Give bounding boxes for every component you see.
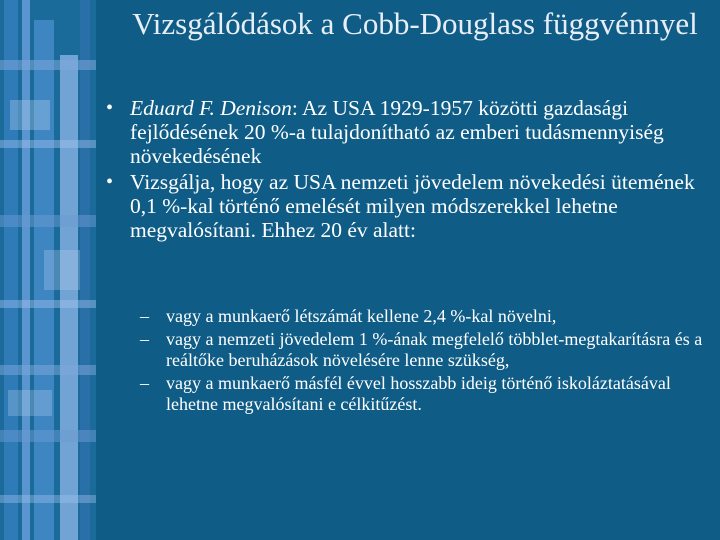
sub-bullet-text: vagy a munkaerő létszámát kellene 2,4 %-kal növelni, bbox=[166, 306, 557, 326]
bullet-marker: • bbox=[106, 171, 114, 193]
bullet-denison bbox=[104, 96, 716, 168]
author-name: Eduard F. Denison bbox=[130, 96, 292, 120]
dash-marker: – bbox=[140, 373, 149, 393]
sub-bullet-labor bbox=[140, 306, 710, 327]
dash-marker: – bbox=[140, 306, 149, 326]
bullet-marker: • bbox=[106, 97, 114, 119]
sub-bullet-education bbox=[140, 373, 710, 415]
sub-bullet-savings bbox=[140, 329, 710, 371]
bullet-text: Vizsgálja, hogy az USA nemzeti jövedelem növekedési ütemének 0,1 %-kal történő emelését milyen módszerekkel lehetne megvalósítani. Ehhez 20 év alatt: bbox=[130, 170, 695, 242]
sub-bullet-text: vagy a munkaerő másfél évvel hosszabb ideig történő iskoláztatásával lehetne megvalósítani e célkitűzést. bbox=[166, 373, 671, 414]
bullet-list bbox=[104, 96, 716, 244]
bullet-investigation bbox=[104, 170, 716, 242]
slide-title: Vizsgálódások a Cobb-Douglass függvénnyel bbox=[132, 6, 698, 41]
bullet-text: : Az USA 1929-1957 közötti gazdasági fejlődésének 20 %-a tulajdonítható az emberi tudásmennyiség növekedésének bbox=[130, 96, 664, 168]
decorative-stripes bbox=[0, 0, 96, 540]
dash-marker: – bbox=[140, 329, 149, 349]
sub-bullet-list bbox=[140, 306, 710, 417]
sub-bullet-text: vagy a nemzeti jövedelem 1 %-ának megfelelő többlet-megtakarításra és a reáltőke beruházások növelésére lenne szükség, bbox=[166, 329, 703, 370]
